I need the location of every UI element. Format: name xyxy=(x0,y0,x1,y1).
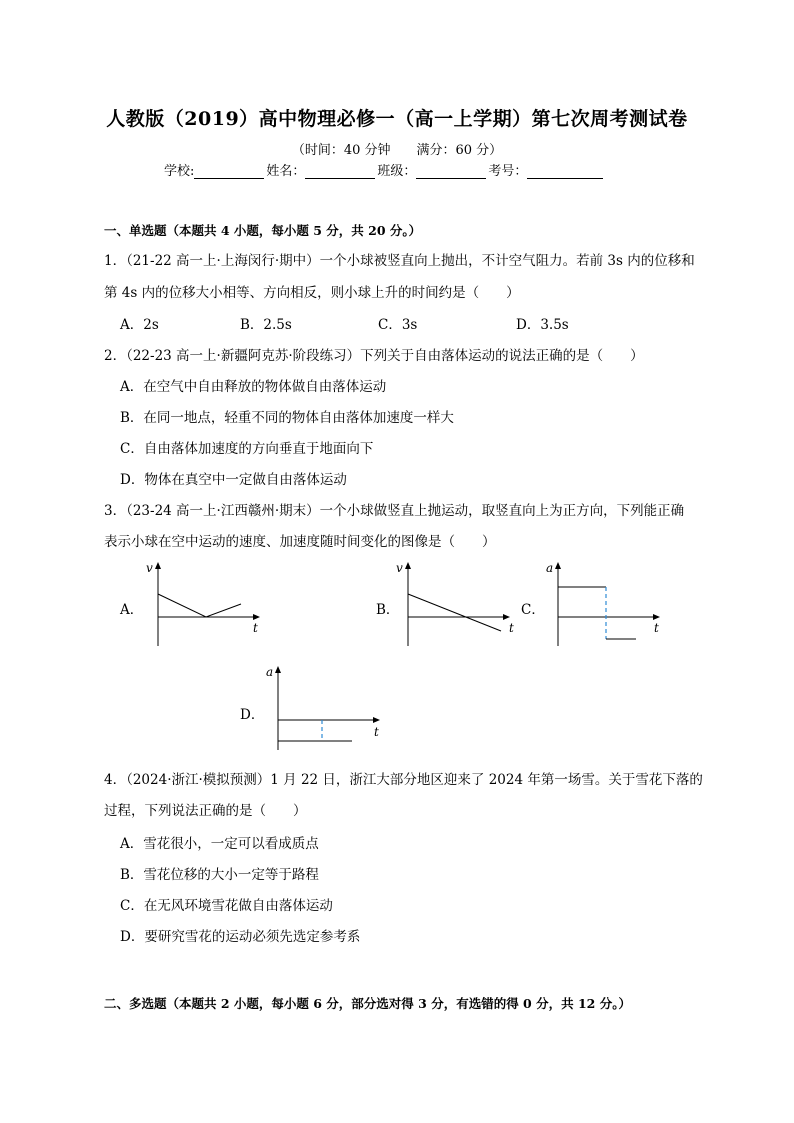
question-1-line-1: 1．（21-22 高一上·上海闵行·期中）一个小球被竖直向上抛出，不计空气阻力。若前 3s 内的位移和 xyxy=(104,253,695,269)
section-heading-single-choice: 一、单选题（本题共 4 小题，每小题 5 分，共 20 分。） xyxy=(104,223,422,238)
graph-d-y-arrow xyxy=(275,666,281,673)
school-label: 学校: xyxy=(164,164,195,179)
graph-c-acceleration-time[interactable] xyxy=(540,560,670,650)
graph-b-label[interactable]: B． xyxy=(376,602,400,618)
question-1-line-2: 第 4s 内的位移大小相等、方向相反，则小球上升的时间约是（ ） xyxy=(104,285,520,301)
question-3-line-2: 表示小球在空中运动的速度、加速度随时间变化的图像是（ ） xyxy=(104,534,496,550)
student-info-row xyxy=(164,160,605,179)
exam-subtitle: （时间：40 分钟 满分：60 分） xyxy=(291,143,503,158)
name-label: 姓名： xyxy=(266,164,306,179)
graph-c-y-arrow xyxy=(555,562,561,569)
graph-a-y-arrow xyxy=(155,562,161,569)
question-4-option-d[interactable]: D．要研究雪花的运动必须先选定参考系 xyxy=(120,929,361,945)
question-3-line-1: 3．（23-24 高一上·江西赣州·期末）一个小球做竖直上抛运动，取竖直向上为正方向，下列能正确 xyxy=(104,503,685,519)
question-2-option-b[interactable]: B．在同一地点，轻重不同的物体自由落体加速度一样大 xyxy=(120,410,454,426)
number-field[interactable] xyxy=(527,164,603,179)
graph-d-x-arrow xyxy=(373,717,380,723)
question-1-option-b[interactable]: B．2.5s xyxy=(240,317,292,333)
graph-d-label[interactable]: D． xyxy=(240,707,265,723)
question-1-option-a[interactable]: A．2s xyxy=(120,317,159,333)
graph-d-acceleration-time[interactable] xyxy=(260,664,390,754)
graph-c-x-arrow xyxy=(653,614,660,620)
graph-b-x-arrow xyxy=(503,614,510,620)
question-4-option-b[interactable]: B．雪花位移的大小一定等于路程 xyxy=(120,867,319,883)
question-4-line-2: 过程，下列说法正确的是（ ） xyxy=(104,803,307,819)
graph-b-y-arrow xyxy=(405,562,411,569)
question-4-option-a[interactable]: A．雪花很小，一定可以看成质点 xyxy=(120,836,319,852)
graph-a-x-arrow xyxy=(253,614,260,620)
question-2-option-c[interactable]: C．自由落体加速度的方向垂直于地面向下 xyxy=(120,441,374,457)
class-field[interactable] xyxy=(416,164,486,179)
exam-title: 人教版（2019）高中物理必修一（高一上学期）第七次周考测试卷 xyxy=(106,108,688,130)
question-2-line-1: 2．（22-23 高一上·新疆阿克苏·阶段练习）下列关于自由落体运动的说法正确的是（ ） xyxy=(104,348,644,364)
graph-b-velocity-time[interactable] xyxy=(390,560,520,650)
number-label: 考号： xyxy=(488,164,528,179)
graph-d-y-label: a xyxy=(266,665,274,679)
graph-a-velocity-time[interactable] xyxy=(140,560,270,650)
graph-d-x-label: t xyxy=(374,725,379,739)
class-label: 班级： xyxy=(377,164,417,179)
graph-a-x-label: t xyxy=(253,621,258,635)
section-heading-multiple-choice: 二、多选题（本题共 2 小题，每小题 6 分，部分选对得 3 分，有选错的得 0 分，共 12 分。） xyxy=(104,996,631,1011)
question-2-option-a[interactable]: A．在空气中自由释放的物体做自由落体运动 xyxy=(120,379,387,395)
school-field[interactable] xyxy=(194,164,264,179)
graph-b-y-label: v xyxy=(396,561,403,575)
graph-b-x-label: t xyxy=(509,621,514,635)
graph-c-y-label: a xyxy=(546,561,554,575)
question-4-option-c[interactable]: C．在无风环境雪花做自由落体运动 xyxy=(120,898,333,914)
graph-c-x-label: t xyxy=(654,621,659,635)
question-2-option-d[interactable]: D．物体在真空中一定做自由落体运动 xyxy=(120,472,347,488)
graph-c-label[interactable]: C． xyxy=(521,602,545,618)
name-field[interactable] xyxy=(305,164,375,179)
graph-b-curve xyxy=(408,594,501,631)
graph-a-y-label: v xyxy=(146,561,153,575)
graph-a-curve xyxy=(158,594,241,617)
question-4-line-1: 4．（2024·浙江·模拟预测）1 月 22 日，浙江大部分地区迎来了 2024 年第一场雪。关于雪花下落的 xyxy=(104,772,703,788)
graph-a-label[interactable]: A． xyxy=(120,602,144,618)
question-1-option-d[interactable]: D．3.5s xyxy=(516,317,569,333)
question-1-option-c[interactable]: C．3s xyxy=(378,317,418,333)
